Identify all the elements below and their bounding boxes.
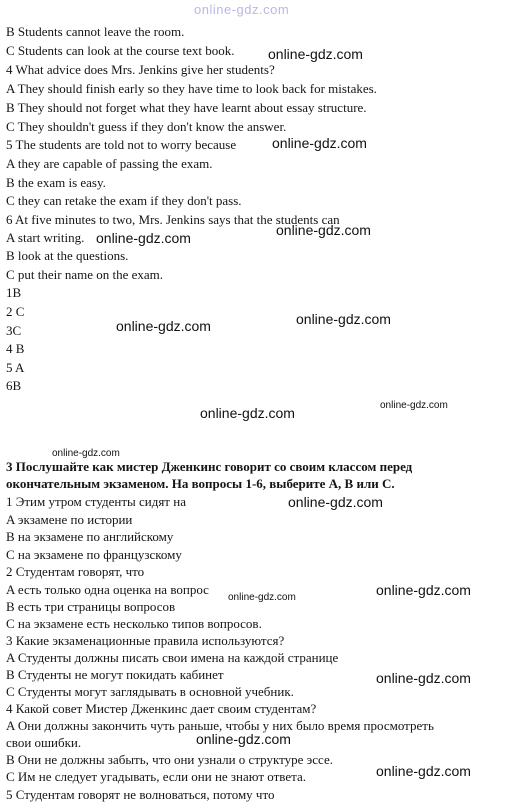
answer-line: 1B: [6, 285, 22, 300]
question-line: 6 At five minutes to two, Mrs. Jenkins says that the students can: [6, 212, 340, 227]
text-line: B Студенты не могут покидать кабинет: [6, 667, 224, 682]
text-line: B the exam is easy.: [6, 175, 106, 190]
text-line: C they can retake the exam if they don't pass.: [6, 193, 242, 208]
answer-line: 6B: [6, 378, 22, 393]
text-line: A start writing.: [6, 230, 85, 245]
text-line: C на экзамене есть несколько типов вопросов.: [6, 616, 262, 631]
question-line: 1 Этим утром студенты сидят на: [6, 494, 186, 509]
text-line: C Студенты могут заглядывать в основной учебник.: [6, 684, 294, 699]
text-line: C Students can look at the course text book.: [6, 43, 235, 58]
watermark-text: online-gdz.com: [376, 582, 471, 598]
text-line: C Им не следует угадывать, если они не знают ответа.: [6, 769, 306, 784]
question-line: 2 Студентам говорят, что: [6, 564, 145, 579]
question-line: 4 What advice does Mrs. Jenkins give her students?: [6, 62, 275, 77]
text-line: B They should not forget what they have learnt about essay structure.: [6, 100, 367, 115]
task-heading: окончательным экзаменом. На вопросы 1-6, выберите A, B или C.: [6, 476, 395, 491]
text-line: B Они не должны забыть, что они узнали о структуре эссе.: [6, 752, 333, 767]
text-line: B на экзамене по английскому: [6, 529, 174, 544]
answer-line: 2 C: [6, 304, 25, 319]
watermark-text: online-gdz.com: [288, 494, 383, 510]
text-line: A Студенты должны писать свои имена на каждой странице: [6, 650, 339, 665]
text-line: A they are capable of passing the exam.: [6, 156, 213, 171]
question-line: 5 The students are told not to worry because: [6, 137, 237, 152]
text-line: A экзамене по истории: [6, 512, 133, 527]
answer-line: 3C: [6, 323, 22, 338]
text-line: B Students cannot leave the room.: [6, 24, 185, 39]
watermark-text: online-gdz.com: [200, 405, 295, 421]
text-line: A They should finish early so they have time to look back for mistakes.: [6, 81, 377, 96]
text-line: свои ошибки.: [6, 735, 82, 750]
watermark-text: online-gdz.com: [96, 230, 191, 246]
watermark-text: online-gdz.com: [228, 592, 296, 603]
text-line: B look at the questions.: [6, 248, 129, 263]
question-line: 4 Какой совет Мистер Дженкинс дает своим студентам?: [6, 701, 317, 716]
watermark-text: online-gdz.com: [380, 400, 448, 411]
question-line: 5 Студентам говорят не волноваться, потому что: [6, 787, 275, 802]
answer-line: 4 B: [6, 341, 25, 356]
watermark-text: online-gdz.com: [268, 46, 363, 62]
watermark-text: online-gdz.com: [376, 670, 471, 686]
watermark-text: online-gdz.com: [296, 311, 391, 327]
text-line: C на экзамене по французскому: [6, 547, 182, 562]
watermark-text: online-gdz.com: [194, 2, 290, 17]
text-line: C They shouldn't guess if they don't know the answer.: [6, 119, 287, 134]
watermark-text: online-gdz.com: [196, 731, 291, 747]
watermark-text: online-gdz.com: [116, 318, 211, 334]
watermark-text: online-gdz.com: [376, 763, 471, 779]
text-line: B есть три страницы вопросов: [6, 599, 176, 614]
text-line: C put their name on the exam.: [6, 267, 164, 282]
answer-line: 5 A: [6, 360, 25, 375]
task-heading: 3 Послушайте как мистер Дженкинс говорит со своим классом перед: [6, 459, 413, 474]
watermark-text: online-gdz.com: [276, 222, 371, 238]
text-line: A Они должны закончить чуть раньше, чтобы у них было время просмотреть: [6, 718, 434, 733]
watermark-text: online-gdz.com: [272, 135, 367, 151]
text-line: A есть только одна оценка на вопрос: [6, 582, 209, 597]
watermark-text: online-gdz.com: [52, 448, 120, 459]
question-line: 3 Какие экзаменационные правила используются?: [6, 633, 285, 648]
